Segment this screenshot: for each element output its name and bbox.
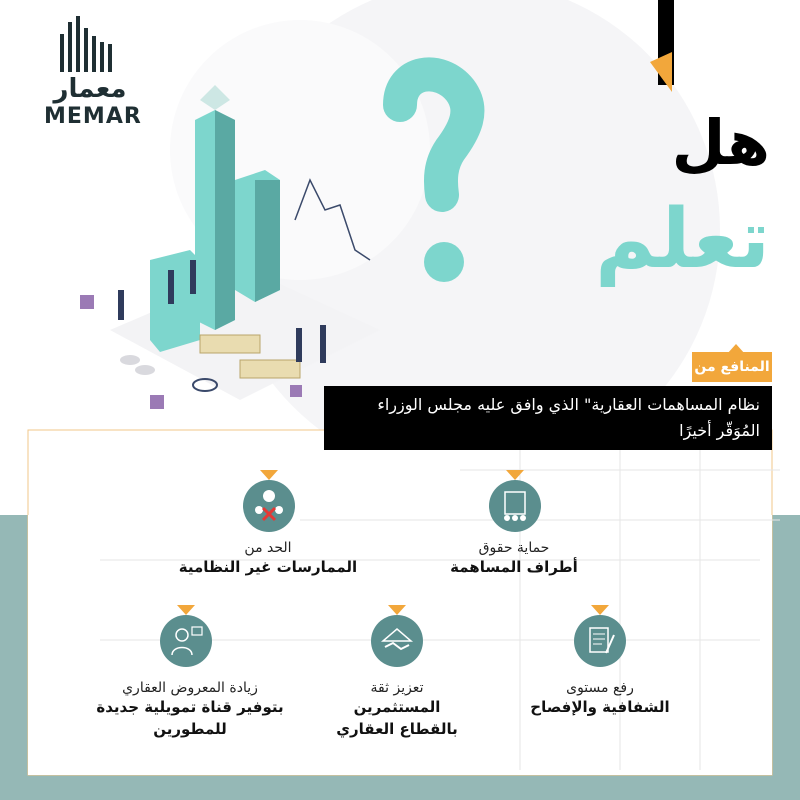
item-investor-trust — [287, 680, 507, 740]
item-limit-practices — [158, 540, 378, 578]
handshake-icon — [369, 613, 425, 669]
item5-line1: زيادة المعروض العقاري — [122, 680, 258, 696]
brand-arabic: معمار — [53, 74, 127, 104]
item3-line1: رفع مستوى — [566, 680, 634, 696]
headline-line1: هل — [671, 106, 770, 179]
building-people-icon — [487, 478, 543, 534]
presenter-icon — [158, 613, 214, 669]
logo-mark — [52, 14, 128, 74]
item4-line1: تعزيز ثقة — [370, 680, 424, 696]
headline-line2: تعلم — [595, 192, 770, 287]
item-supply — [80, 680, 300, 740]
item1-line2: أطراف المساهمة — [450, 558, 578, 576]
item2-line1: الحد من — [244, 540, 292, 556]
item-protect-rights — [404, 540, 624, 578]
city-illustration — [50, 80, 390, 420]
item-transparency — [490, 680, 710, 718]
item1-line1: حماية حقوق — [478, 540, 550, 556]
item2-line2: الممارسات غير النظامية — [178, 558, 358, 576]
item5-line2: بتوفير قناة تمويلية جديدة للمطورين — [96, 698, 284, 738]
document-pen-icon — [572, 613, 628, 669]
brand-english: MEMAR — [44, 104, 142, 129]
no-crowd-icon — [241, 478, 297, 534]
item4-line2: المستثمرين بالقطاع العقاري — [336, 698, 458, 738]
banner-title: المنافع من — [692, 352, 772, 382]
banner-body: نظام المساهمات العقارية" الذي وافق عليه مجلس الوزراء المُوَقّر أخيرًا — [324, 386, 772, 450]
item3-line2: الشفافية والإفصاح — [530, 698, 670, 716]
